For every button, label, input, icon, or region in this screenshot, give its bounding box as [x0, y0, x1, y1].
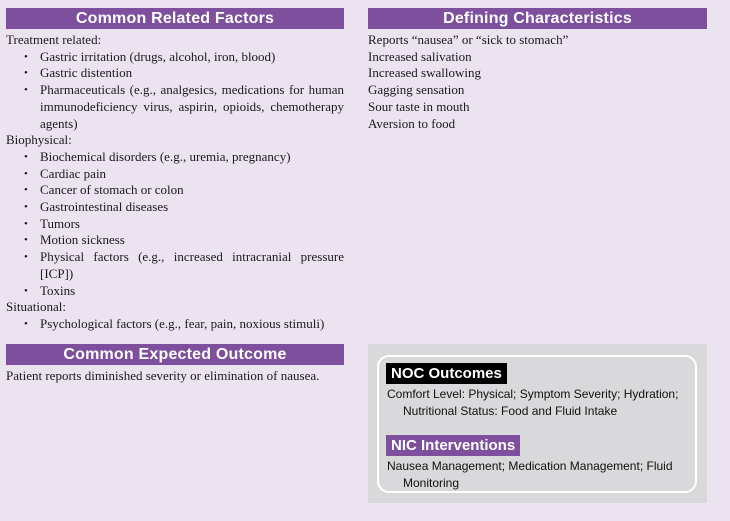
expected-outcome-header: Common Expected Outcome — [6, 344, 344, 365]
list-item: Increased salivation — [368, 48, 472, 64]
defining-characteristics-section — [368, 8, 707, 132]
noc-outcomes-title: NOC Outcomes — [386, 363, 507, 384]
list-item: Sour taste in mouth — [368, 98, 470, 114]
list-item: • Tumors — [40, 216, 344, 233]
list-item: Gagging sensation — [368, 82, 465, 98]
nic-interventions-title: NIC Interventions — [386, 435, 520, 456]
expected-outcome-text: Patient reports diminished severity or elimination of nausea. — [6, 368, 320, 383]
related-factors-body — [6, 32, 344, 333]
treatment-list — [6, 49, 344, 133]
noc-outcomes-text: Comfort Level: Physical; Symptom Severity; Hydration; Nutritional Status: Food and Fluid Intake — [387, 387, 679, 418]
expected-outcome-section — [6, 344, 344, 385]
list-item: • Pharmaceuticals (e.g., analgesics, medications for human immunodeficiency virus, aspirin, opioids, chemotherapy agents) — [40, 82, 344, 132]
group-label-treatment: Treatment related: — [6, 32, 102, 47]
list-item: Increased swallowing — [368, 65, 481, 81]
related-factors-header: Common Related Factors — [6, 8, 344, 29]
nic-interventions-text: Nausea Management; Medication Management; Fluid Monitoring — [387, 459, 673, 490]
list-item: • Biochemical disorders (e.g., uremia, pregnancy) — [40, 149, 344, 166]
biophysical-list — [6, 149, 344, 299]
list-item: • Gastric distention — [40, 65, 344, 82]
list-item: Aversion to food — [368, 115, 456, 131]
noc-nic-box — [368, 344, 707, 503]
situational-list — [6, 316, 344, 333]
list-item: Reports “nausea” or “sick to stomach” — [368, 32, 569, 47]
defining-characteristics-header: Defining Characteristics — [368, 8, 707, 29]
list-item: • Toxins — [40, 283, 344, 300]
defining-characteristics-body — [368, 32, 707, 132]
list-item: • Cardiac pain — [40, 166, 344, 183]
list-item: • Gastric irritation (drugs, alcohol, iron, blood) — [40, 49, 344, 66]
group-label-biophysical: Biophysical: — [6, 132, 72, 148]
list-item: • Gastrointestinal diseases — [40, 199, 344, 216]
group-label-situational: Situational: — [6, 299, 66, 315]
list-item: • Physical factors (e.g., increased intracranial pressure [ICP]) — [40, 249, 344, 282]
noc-nic-inner-frame — [377, 355, 697, 493]
list-item: • Psychological factors (e.g., fear, pain, noxious stimuli) — [40, 316, 344, 333]
list-item: • Cancer of stomach or colon — [40, 182, 344, 199]
list-item: • Motion sickness — [40, 232, 344, 249]
related-factors-section — [6, 8, 344, 333]
